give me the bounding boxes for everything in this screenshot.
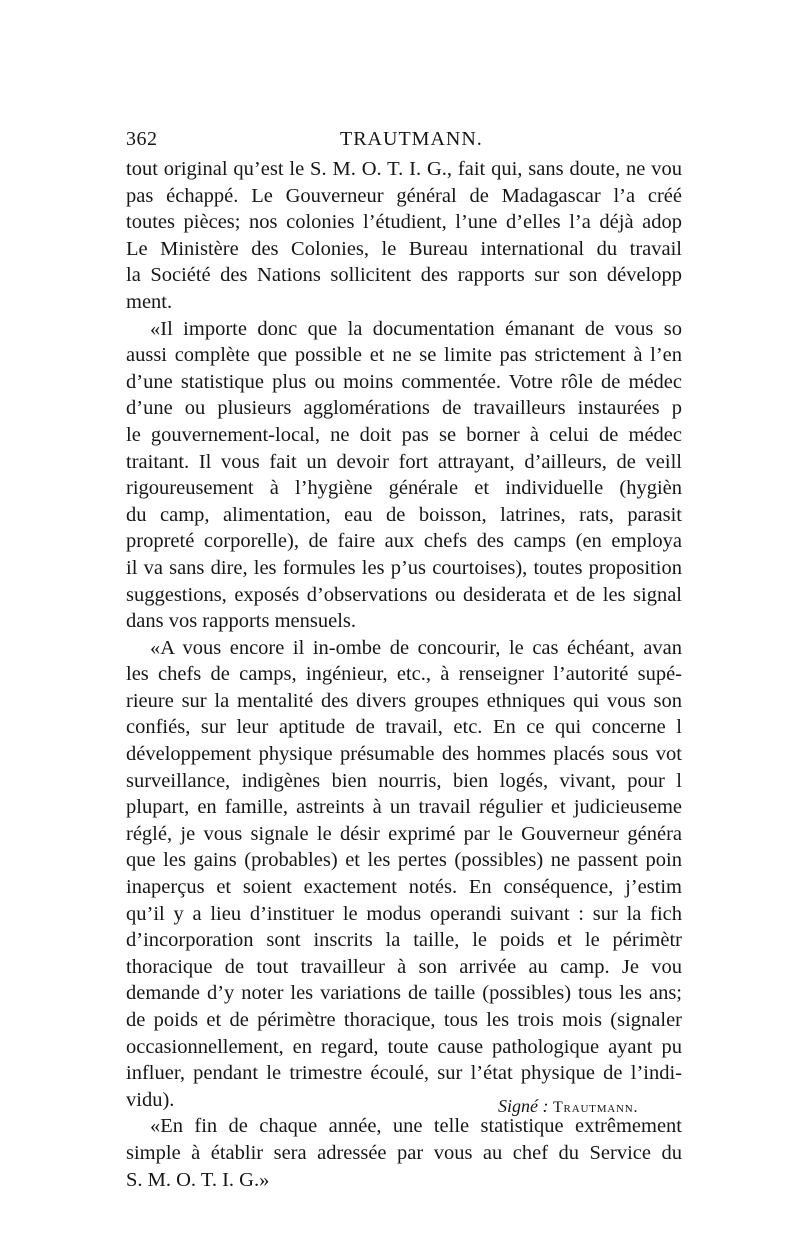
text-line: thoracique de tout travailleur à son arrivée au camp. Je vou xyxy=(126,955,682,978)
text-line: qu’il y a lieu d’instituer le modus operandi suivant : sur la fich xyxy=(126,902,682,925)
text-line: développement physique présumable des hommes placés sous vot xyxy=(126,743,682,766)
text-line: S. M. O. T. I. G.» xyxy=(126,1168,270,1191)
running-head xyxy=(126,128,682,158)
text-line: d’une statistique plus ou moins commentée. Votre rôle de médec xyxy=(126,370,682,393)
text-line: Le Ministère des Colonies, le Bureau international du travail xyxy=(126,237,682,260)
text-line: occasionnellement, en regard, toute cause pathologique ayant pu xyxy=(126,1035,682,1058)
text-line: rieure sur la mentalité des divers groupes ethniques qui vous son xyxy=(126,689,682,712)
text-line: simple à établir sera adressée par vous au chef du Service du xyxy=(126,1141,682,1164)
text-line: d’une ou plusieurs agglomérations de travailleurs instaurées p xyxy=(126,397,682,420)
text-line: la Société des Nations sollicitent des rapports sur son développ xyxy=(126,264,682,287)
text-line: traitant. Il vous fait un devoir fort attrayant, d’ailleurs, de veill xyxy=(126,450,682,473)
text-line: que les gains (probables) et les pertes (possibles) ne passent poin xyxy=(126,849,682,872)
text-line: demande d’y noter les variations de taille (possibles) tous les ans; xyxy=(126,982,682,1005)
body-text xyxy=(126,156,682,1193)
text-line: aussi complète que possible et ne se limite pas strictement à l’en xyxy=(126,344,682,367)
text-line: influer, pendant le trimestre écoulé, sur l’état physique de l’indi- xyxy=(126,1062,682,1085)
text-line: il va sans dire, les formules les p’us courtoises), toutes proposition xyxy=(126,556,682,579)
signature xyxy=(498,1096,638,1117)
text-line: rigoureusement à l’hygiène générale et individuelle (hygièn xyxy=(126,477,682,500)
text-line: surveillance, indigènes bien nourris, bien logés, vivant, pour l xyxy=(126,769,682,792)
page-number: 362 xyxy=(126,128,158,150)
text-line: tout original qu’est le S. M. O. T. I. G., fait qui, sans doute, ne vou xyxy=(126,158,682,180)
text-line: pas échappé. Le Gouverneur général de Madagascar l’a créé xyxy=(126,184,682,207)
text-line: plupart, en famille, astreints à un travail régulier et judicieuseme xyxy=(126,796,682,819)
text-line: réglé, je vous signale le désir exprimé par le Gouverneur généra xyxy=(126,822,682,845)
text-line: confiés, sur leur aptitude de travail, etc. En ce qui concerne l xyxy=(126,716,682,739)
text-line: «Il importe donc que la documentation émanant de vous so xyxy=(150,317,682,340)
running-title: TRAUTMANN. xyxy=(340,128,483,150)
text-line: dans vos rapports mensuels. xyxy=(126,610,357,633)
text-line: le gouvernement-local, ne doit pas se borner à celui de médec xyxy=(126,423,682,446)
text-line: ment. xyxy=(126,290,173,313)
text-line: «En fin de chaque année, une telle statistique extrêmement xyxy=(150,1115,682,1138)
signature-name: Trautmann. xyxy=(552,1099,639,1116)
text-line: du camp, alimentation, eau de boisson, latrines, rats, parasit xyxy=(126,503,682,526)
text-line: toutes pièces; nos colonies l’étudient, l’une d’elles l’a déjà adop xyxy=(126,211,682,234)
text-line: vidu). xyxy=(126,1088,175,1111)
signature-label: Signé : xyxy=(498,1096,549,1116)
text-line: les chefs de camps, ingénieur, etc., à renseigner l’autorité supé- xyxy=(126,663,682,686)
text-line: de poids et de périmètre thoracique, tous les trois mois (signaler xyxy=(126,1009,682,1031)
text-line: d’incorporation sont inscrits la taille, le poids et le périmètr xyxy=(126,929,682,952)
text-line: «A vous encore il in‑ombe de concourir, le cas échéant, avan xyxy=(150,636,682,659)
text-line: suggestions, exposés d’observations ou desiderata et de les signal xyxy=(126,583,682,606)
text-line: inaperçus et soient exactement notés. En conséquence, j’estim xyxy=(126,876,682,899)
text-line: propreté corporelle), de faire aux chefs des camps (en employa xyxy=(126,530,682,553)
